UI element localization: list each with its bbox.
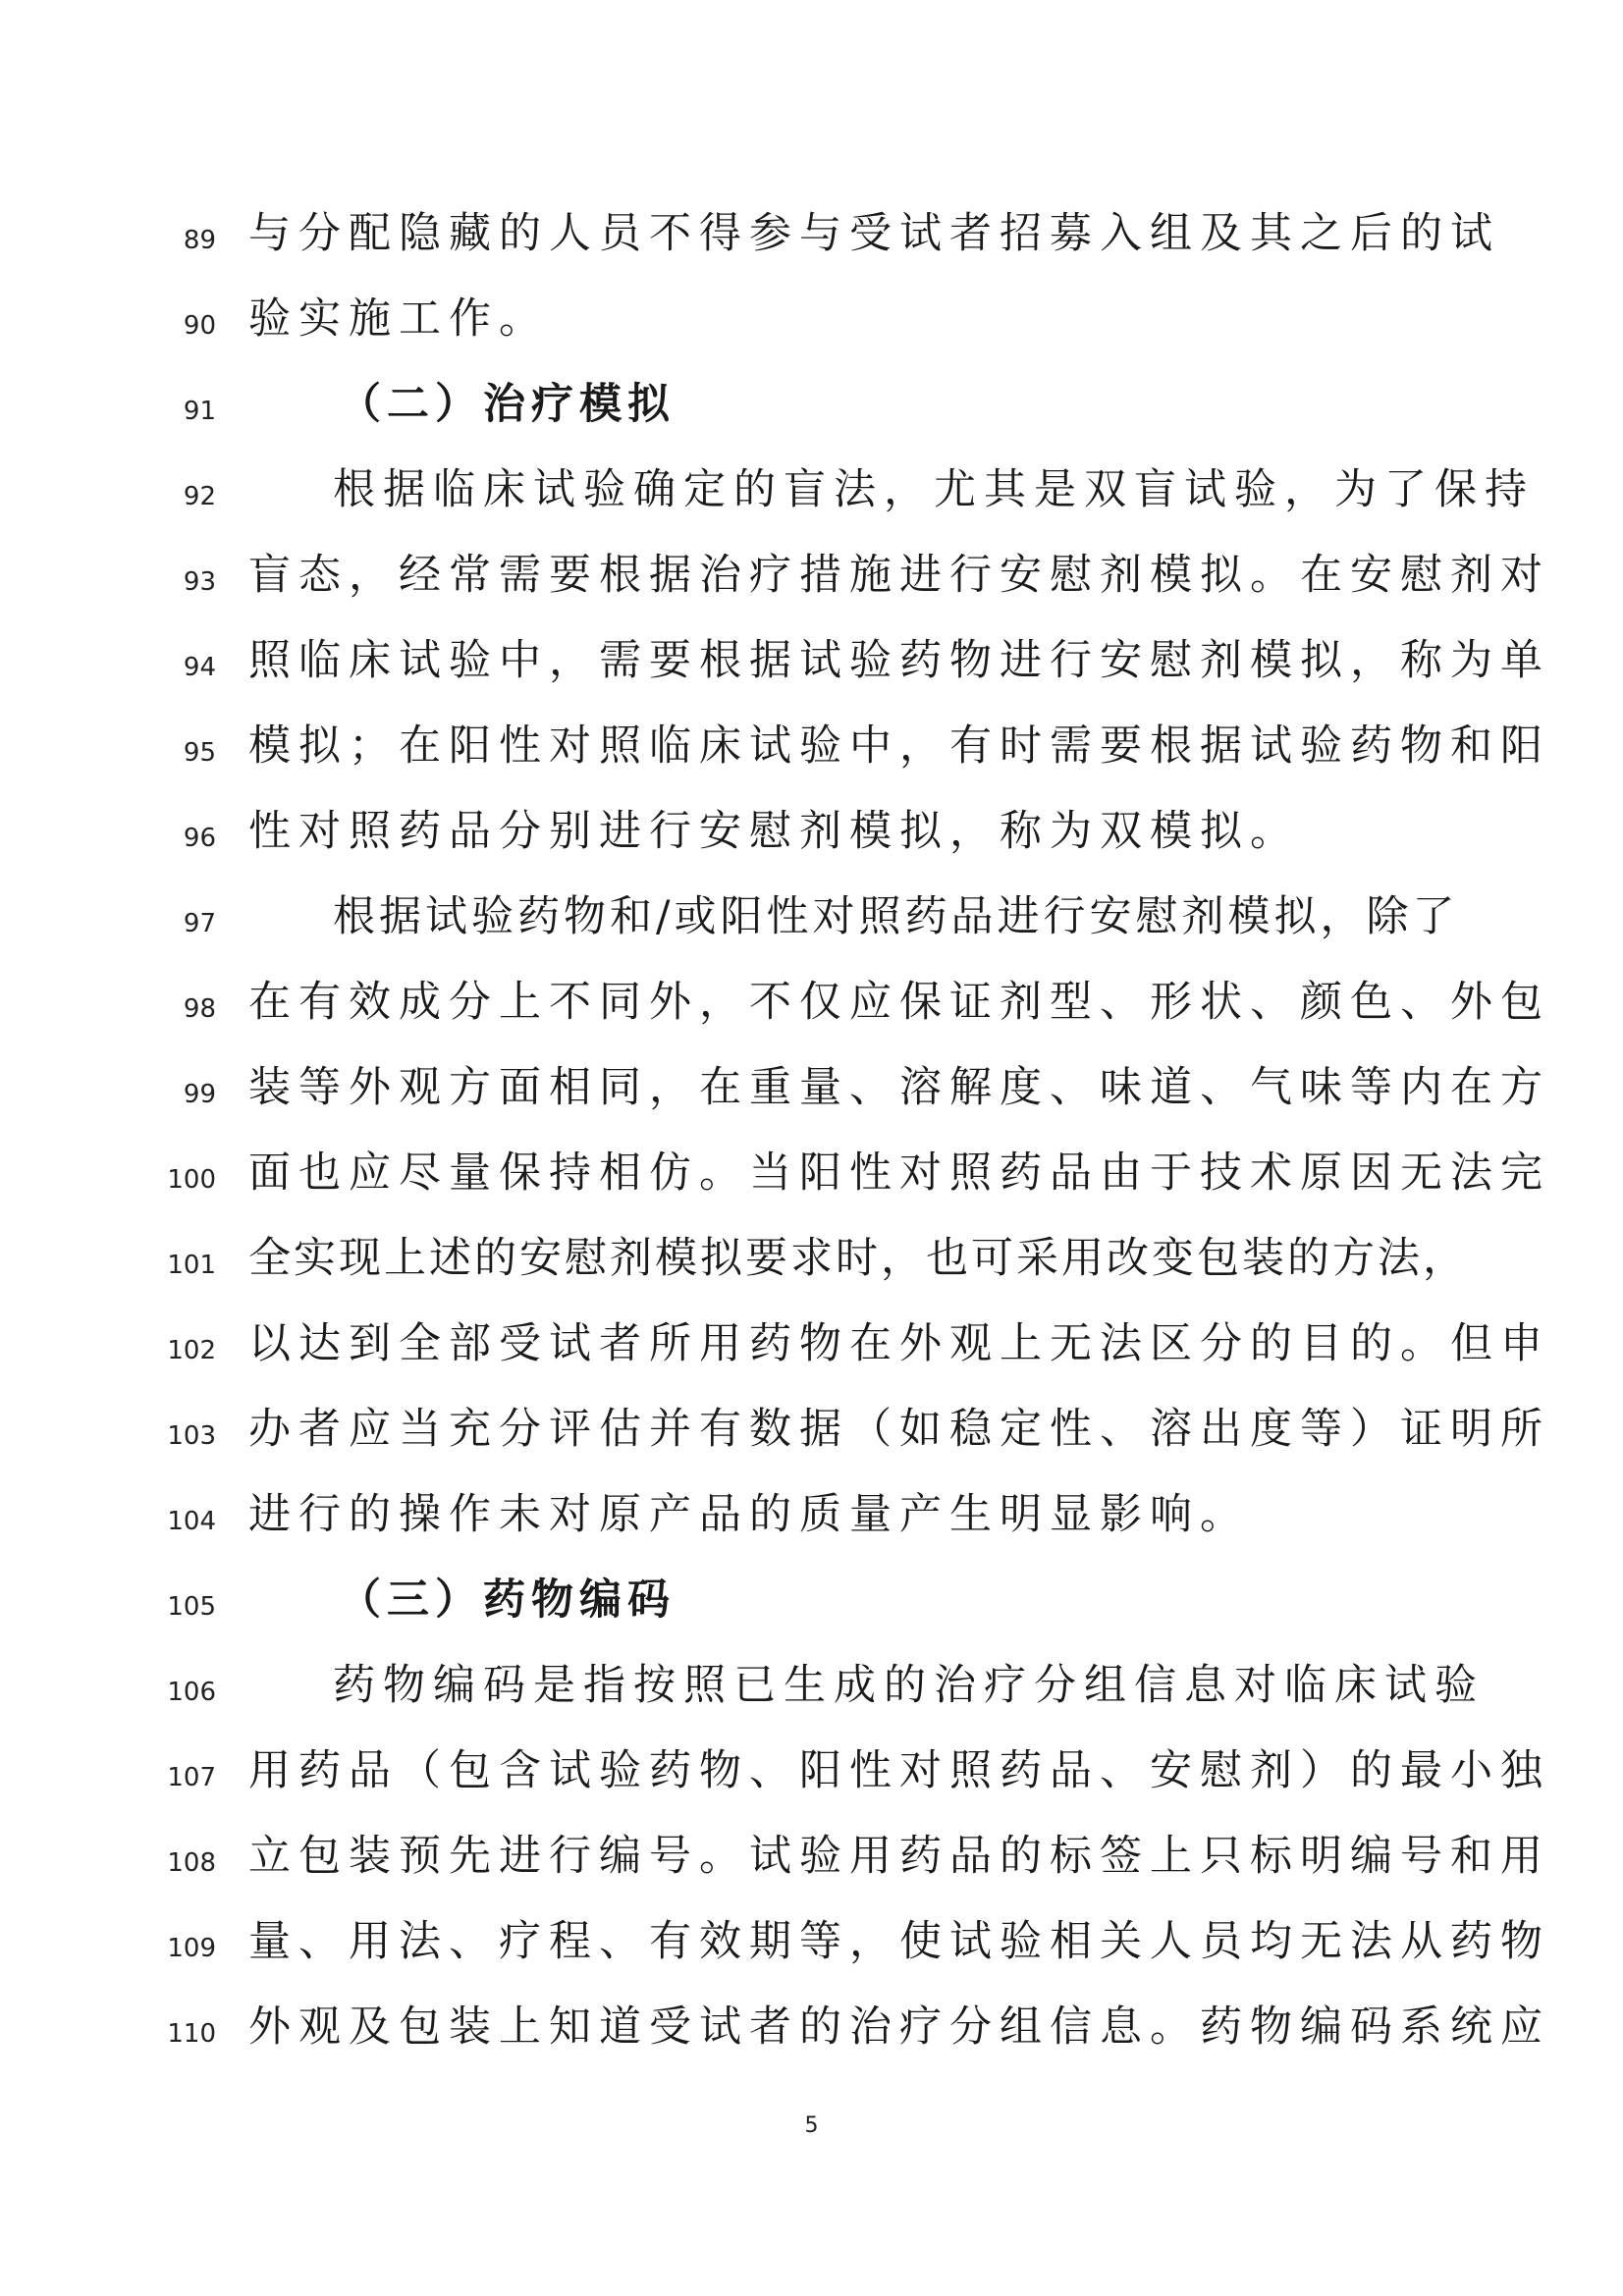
text-line	[0, 1998, 1623, 2083]
line-number: 96	[183, 824, 216, 853]
line-number: 105	[167, 1592, 216, 1622]
section-heading: （二）治疗模拟	[339, 380, 676, 429]
text-line	[0, 1912, 1623, 1998]
page-number: 5	[804, 2113, 819, 2138]
text-line	[0, 204, 1623, 290]
text-line	[0, 1656, 1623, 1741]
paragraph-first-line: 根据临床试验确定的盲法，尤其是双盲试验，为了保持	[333, 465, 1535, 514]
text-line	[0, 802, 1623, 887]
body-text: 性对照药品分别进行安慰剂模拟，称为双模拟。	[248, 807, 1300, 856]
body-text: 办者应当充分评估并有数据（如稳定性、溶出度等）证明所	[248, 1405, 1550, 1454]
body-text: 立包装预先进行编号。试验用药品的标签上只标明编号和用	[248, 1832, 1550, 1881]
text-line	[0, 973, 1623, 1058]
line-number: 110	[167, 2019, 216, 2049]
paragraph-first-line: 药物编码是指按照已生成的治疗分组信息对临床试验	[333, 1661, 1485, 1710]
text-line	[0, 1827, 1623, 1912]
text-line	[0, 1741, 1623, 1827]
text-line	[0, 546, 1623, 631]
line-number: 101	[167, 1251, 216, 1280]
body-text: 量、用法、疗程、有效期等，使试验相关人员均无法从药物	[248, 1917, 1550, 1966]
line-number: 99	[183, 1080, 216, 1109]
text-line	[0, 1144, 1623, 1229]
text-line	[0, 460, 1623, 546]
text-line	[0, 1058, 1623, 1144]
line-number: 100	[167, 1165, 216, 1195]
line-number: 104	[167, 1507, 216, 1536]
body-text: 照临床试验中，需要根据试验药物进行安慰剂模拟，称为单	[248, 636, 1550, 685]
line-number: 107	[167, 1763, 216, 1792]
line-number: 103	[167, 1421, 216, 1451]
line-number: 93	[183, 567, 216, 597]
body-text: 验实施工作。	[248, 294, 549, 344]
body-text: 在有效成分上不同外，不仅应保证剂型、形状、颜色、外包	[248, 978, 1550, 1027]
paragraph-first-line: 根据试验药物和/或阳性对照药品进行安慰剂模拟，除了	[333, 892, 1459, 941]
body-text: 模拟；在阳性对照临床试验中，有时需要根据试验药物和阳	[248, 721, 1550, 771]
line-number: 98	[183, 994, 216, 1024]
section-heading: （三）药物编码	[339, 1575, 676, 1625]
text-line	[0, 631, 1623, 717]
text-line	[0, 1229, 1623, 1314]
body-text: 外观及包装上知道受试者的治疗分组信息。药物编码系统应	[248, 2002, 1550, 2052]
body-text: 全实现上述的安慰剂模拟要求时，也可采用改变包装的方法，	[248, 1234, 1468, 1283]
body-text: 以达到全部受试者所用药物在外观上无法区分的目的。但申	[248, 1319, 1550, 1368]
line-number: 109	[167, 1934, 216, 1963]
body-text: 用药品（包含试验药物、阳性对照药品、安慰剂）的最小独	[248, 1746, 1550, 1795]
text-line	[0, 1571, 1623, 1656]
text-line	[0, 290, 1623, 375]
line-number: 92	[183, 482, 216, 511]
line-number: 108	[167, 1848, 216, 1878]
body-text: 盲态，经常需要根据治疗措施进行安慰剂模拟。在安慰剂对	[248, 551, 1550, 600]
line-number: 89	[183, 226, 216, 255]
line-number: 95	[183, 738, 216, 768]
body-text: 进行的操作未对原产品的质量产生明显影响。	[248, 1490, 1250, 1539]
text-line	[0, 1400, 1623, 1485]
line-number: 94	[183, 653, 216, 682]
body-text: 装等外观方面相同，在重量、溶解度、味道、气味等内在方	[248, 1063, 1550, 1112]
text-line	[0, 1485, 1623, 1571]
line-number: 106	[167, 1678, 216, 1707]
line-number: 102	[167, 1336, 216, 1365]
body-text: 与分配隐藏的人员不得参与受试者招募入组及其之后的试	[248, 209, 1500, 258]
text-line	[0, 887, 1623, 973]
text-line	[0, 717, 1623, 802]
body-text: 面也应尽量保持相仿。当阳性对照药品由于技术原因无法完	[248, 1148, 1550, 1198]
line-number: 90	[183, 311, 216, 341]
line-number: 91	[183, 397, 216, 426]
line-number: 97	[183, 909, 216, 938]
text-line	[0, 1314, 1623, 1400]
text-line	[0, 375, 1623, 460]
